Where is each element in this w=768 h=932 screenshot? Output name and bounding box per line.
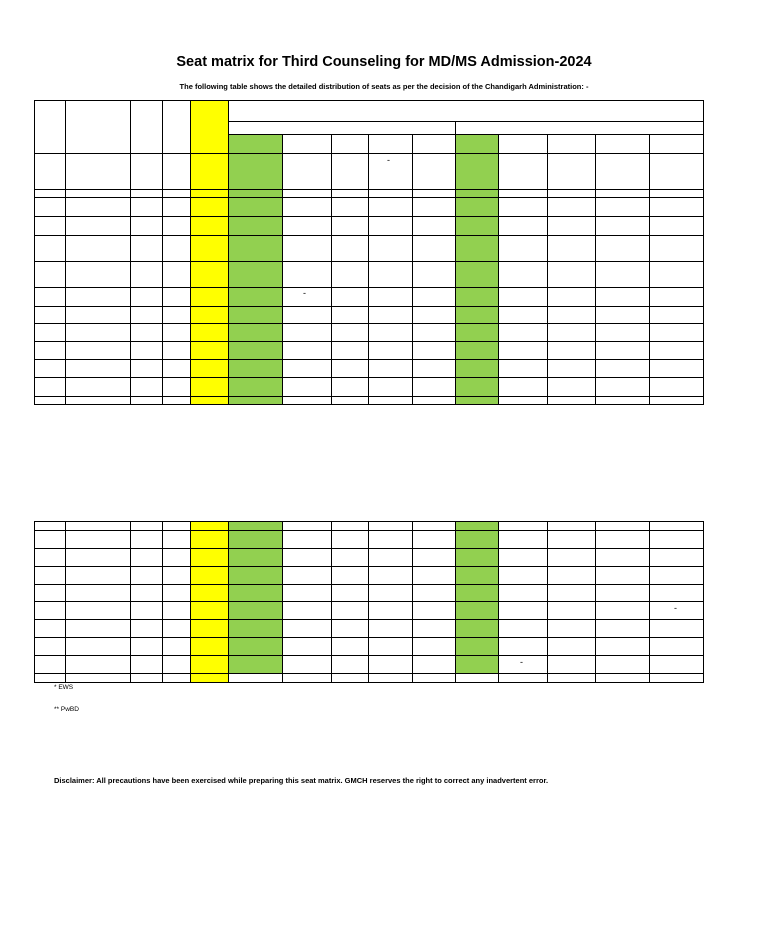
table-rule: [455, 521, 456, 683]
dash-mark: -: [520, 657, 523, 667]
green-column: [228, 521, 282, 673]
page-title: Seat matrix for Third Counseling for MD/MS Admission-2024: [176, 54, 592, 70]
table-rule: [65, 521, 66, 683]
table-rule: [228, 521, 229, 683]
table-rule: [412, 521, 413, 683]
table-rule: [34, 637, 704, 638]
green-column: [455, 521, 498, 673]
dash-mark: -: [387, 155, 390, 165]
table-rule: [498, 521, 499, 683]
dash-mark: -: [674, 603, 677, 613]
table-rule: [703, 521, 704, 683]
table-rule: [34, 521, 704, 522]
table-rule: [34, 548, 704, 549]
table-rule: [130, 521, 131, 683]
table-rule: [368, 521, 369, 683]
page-subtitle: The following table shows the detailed distribution of seats as per the decision of the Chandigarh Administration: -: [179, 82, 589, 91]
table-rule: [34, 566, 704, 567]
disclaimer: Disclaimer: All precautions have been exercised while preparing this seat matrix. GMCH reserves the right to correct any inadvertent error.: [54, 776, 549, 785]
table-rule: [190, 521, 191, 683]
table-rule: [547, 521, 548, 683]
dash-mark: -: [303, 288, 306, 298]
table-rule: [34, 584, 704, 585]
footnote-pwbd: ** PwBD: [54, 706, 79, 713]
footnote-ews: * EWS: [54, 684, 74, 691]
table-rule: [34, 682, 704, 683]
table-rule: [162, 521, 163, 683]
table-rule: [34, 521, 35, 683]
table-rule: [649, 521, 650, 683]
table-rule: [34, 619, 704, 620]
table-rule: [331, 521, 332, 683]
table-rule: [282, 521, 283, 683]
table-rule: [595, 521, 596, 683]
table-rule: [34, 655, 704, 656]
table-rule: [34, 601, 704, 602]
table-rule: [34, 530, 704, 531]
table-rule: [34, 673, 704, 674]
